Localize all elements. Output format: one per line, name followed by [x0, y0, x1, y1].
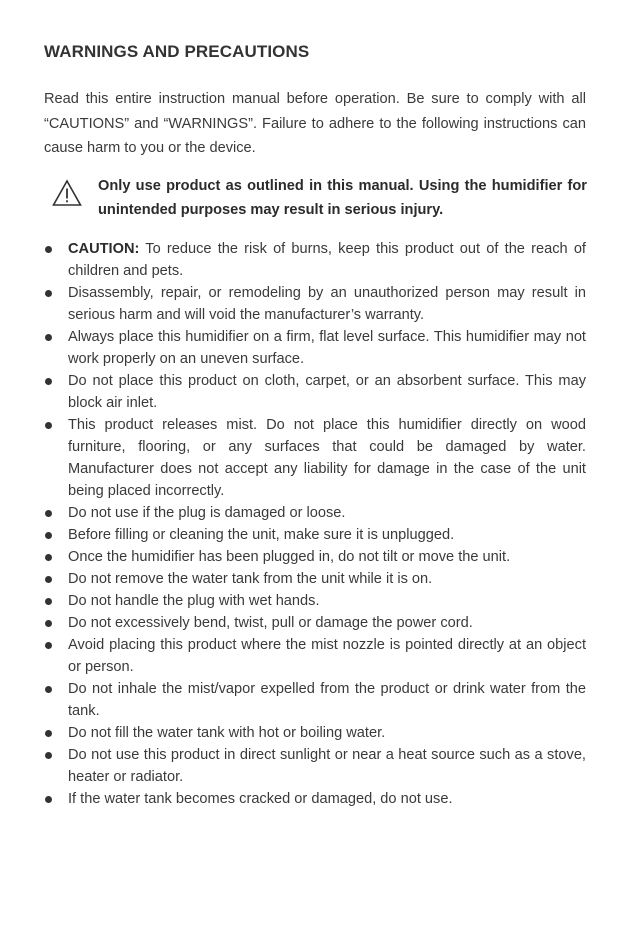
bullet-icon: [45, 290, 52, 297]
bullet-icon: [45, 576, 52, 583]
bullet-icon: [45, 378, 52, 385]
bullet-icon: [45, 598, 52, 605]
list-item-text: Once the humidifier has been plugged in, do not tilt or move the unit.: [68, 549, 511, 565]
list-item-text: If the water tank becomes cracked or damaged, do not use.: [68, 791, 453, 807]
list-item-text: Disassembly, repair, or remodeling by an unauthorized person may result in serious harm and will void the manufacturer’s warranty.: [68, 285, 586, 323]
list-item: [0, 744, 586, 788]
list-item: [0, 590, 586, 612]
list-item-text: Always place this humidifier on a firm, flat level surface. This humidifier may not work properly on an uneven surface.: [68, 329, 586, 367]
list-item-text: To reduce the risk of burns, keep this product out of the reach of children and pets.: [68, 241, 586, 279]
bullet-icon: [45, 620, 52, 627]
warning-callout: [44, 174, 590, 226]
list-item: [0, 524, 586, 546]
bullet-icon: [45, 642, 52, 649]
list-item: [0, 788, 586, 810]
warning-text: Only use product as outlined in this manual. Using the humidifier for unintended purposes may result in serious injury.: [98, 178, 587, 218]
warning-triangle-icon: [52, 179, 82, 207]
list-item-text: Do not use if the plug is damaged or loose.: [68, 505, 346, 521]
bullet-icon: [45, 334, 52, 341]
list-item-text: Do not handle the plug with wet hands.: [68, 593, 320, 609]
list-item-text: This product releases mist. Do not place this humidifier directly on wood furniture, flooring, or any surfaces that could be damaged by water. Manufacturer does not accept any liability for damage in the case of the unit being placed incorrectly.: [68, 417, 586, 499]
page-title: WARNINGS AND PRECAUTIONS: [44, 42, 310, 61]
list-item: [0, 502, 586, 524]
list-item: [0, 634, 586, 678]
bullet-icon: [45, 554, 52, 561]
bullet-icon: [45, 752, 52, 759]
bullet-icon: [45, 532, 52, 539]
list-item-text: Do not fill the water tank with hot or boiling water.: [68, 725, 386, 741]
list-item: [0, 678, 586, 722]
bullet-icon: [45, 510, 52, 517]
list-item-text: Do not place this product on cloth, carpet, or an absorbent surface. This may block air inlet.: [68, 373, 586, 411]
list-item: [0, 414, 586, 502]
list-item-text: Do not inhale the mist/vapor expelled from the product or drink water from the tank.: [68, 681, 586, 719]
list-item: [0, 370, 586, 414]
bullet-icon: [45, 730, 52, 737]
intro-paragraph: Read this entire instruction manual before operation. Be sure to comply with all “CAUTIONS” and “WARNINGS”. Failure to adhere to the following instructions can cause harm to you or the device.: [44, 91, 586, 156]
list-item: [0, 282, 586, 326]
bullet-icon: [45, 422, 52, 429]
bullet-icon: [45, 796, 52, 803]
list-item: [0, 546, 586, 568]
precautions-list: [0, 238, 631, 810]
list-item: [0, 612, 586, 634]
list-item: [0, 568, 586, 590]
bullet-icon: [45, 246, 52, 253]
list-item: [0, 326, 586, 370]
list-item-text: Before filling or cleaning the unit, make sure it is unplugged.: [68, 527, 455, 543]
list-item-text: Avoid placing this product where the mist nozzle is pointed directly at an object or person.: [68, 637, 586, 675]
list-item: [0, 238, 586, 282]
list-item-text: Do not remove the water tank from the unit while it is on.: [68, 571, 433, 587]
list-item-text: Do not excessively bend, twist, pull or damage the power cord.: [68, 615, 473, 631]
list-item: [0, 722, 586, 744]
caution-label: CAUTION:: [68, 241, 140, 257]
bullet-icon: [45, 686, 52, 693]
list-item-text: Do not use this product in direct sunlight or near a heat source such as a stove, heater or radiator.: [68, 747, 586, 785]
